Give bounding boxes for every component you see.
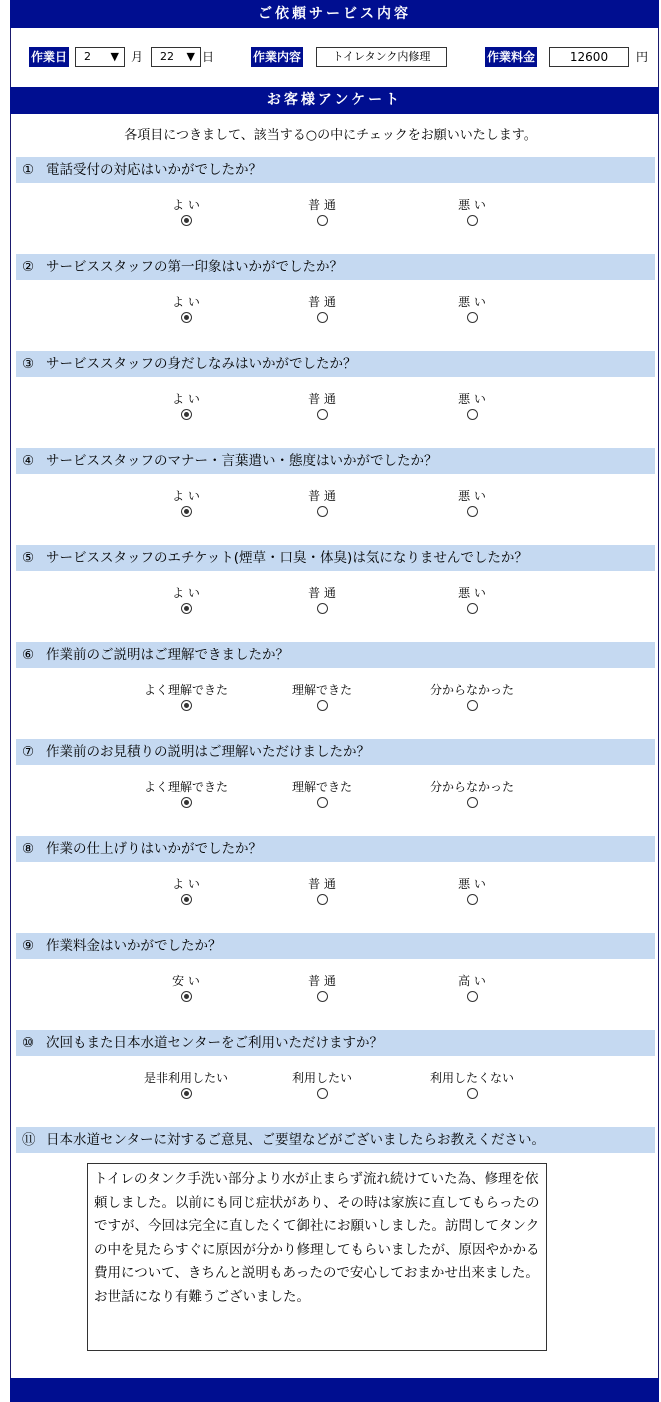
- answer-option-label: 悪 い: [458, 295, 486, 309]
- answer-option[interactable]: [262, 585, 382, 617]
- service-info-row: [0, 46, 661, 70]
- radio-button[interactable]: [467, 894, 478, 905]
- radio-button[interactable]: [181, 409, 192, 420]
- answer-option[interactable]: [126, 585, 246, 617]
- radio-button[interactable]: [181, 894, 192, 905]
- answer-option[interactable]: [126, 391, 246, 423]
- answer-option[interactable]: [412, 488, 532, 520]
- answer-option[interactable]: [412, 682, 532, 714]
- day-value: 22: [160, 50, 174, 63]
- work-fee-field[interactable]: 12600: [549, 47, 629, 67]
- answer-option-label: 利用したくない: [429, 1071, 514, 1085]
- question-2: [16, 254, 655, 280]
- answer-option[interactable]: [412, 197, 532, 229]
- answer-option[interactable]: [262, 391, 382, 423]
- survey-header: お客様アンケート: [10, 87, 659, 114]
- radio-button[interactable]: [181, 506, 192, 517]
- answer-option-label: よ い: [172, 392, 200, 406]
- radio-button[interactable]: [317, 215, 328, 226]
- radio-button[interactable]: [467, 991, 478, 1002]
- question-text: 日本水道センターに対するご意見、ご要望などがございましたらお教えください。: [46, 1132, 545, 1148]
- answer-option-label: よ い: [172, 877, 200, 891]
- answer-option-label: よく理解できた: [143, 780, 228, 794]
- radio-button[interactable]: [181, 603, 192, 614]
- question-number: ②: [22, 259, 35, 275]
- question-3: [16, 351, 655, 377]
- question-text: サービススタッフの身だしなみはいかがでしたか？: [46, 356, 357, 372]
- question-number: ⑩: [22, 1035, 35, 1051]
- work-content-field[interactable]: トイレタンク内修理: [316, 47, 447, 67]
- answer-option[interactable]: [126, 973, 246, 1005]
- answer-option-label: 普 通: [308, 392, 336, 406]
- question-text: 次回もまた日本水道センターをご利用いただけますか？: [46, 1035, 383, 1051]
- question-text: 電話受付の対応はいかがでしたか？: [46, 162, 262, 178]
- question-1: [16, 157, 655, 183]
- radio-button[interactable]: [317, 1088, 328, 1099]
- work-fee-label: 作業料金: [485, 47, 537, 67]
- answer-option-label: 普 通: [308, 586, 336, 600]
- answer-option[interactable]: [126, 682, 246, 714]
- radio-button[interactable]: [317, 700, 328, 711]
- month-value: 2: [84, 50, 91, 63]
- radio-button[interactable]: [317, 312, 328, 323]
- question-9: [16, 933, 655, 959]
- answer-option[interactable]: [126, 1070, 246, 1102]
- answer-option[interactable]: [126, 197, 246, 229]
- question-text: サービススタッフのマナー・言葉遣い・態度はいかがでしたか？: [46, 453, 438, 469]
- answer-option[interactable]: [126, 294, 246, 326]
- answer-option[interactable]: [412, 973, 532, 1005]
- answer-option-label: 普 通: [308, 877, 336, 891]
- answer-option-label: よ い: [172, 295, 200, 309]
- answer-option-label: 普 通: [308, 489, 336, 503]
- answer-option[interactable]: [412, 294, 532, 326]
- answer-option[interactable]: [262, 779, 382, 811]
- radio-button[interactable]: [317, 894, 328, 905]
- answer-option-label: 理解できた: [291, 780, 352, 794]
- answer-option-label: 普 通: [308, 198, 336, 212]
- radio-button[interactable]: [181, 797, 192, 808]
- answer-option[interactable]: [412, 876, 532, 908]
- answer-option[interactable]: [262, 294, 382, 326]
- radio-button[interactable]: [181, 215, 192, 226]
- question-10: [16, 1030, 655, 1056]
- answer-option[interactable]: [262, 488, 382, 520]
- question-number: ①: [22, 162, 35, 178]
- answer-option-label: 分からなかった: [429, 683, 514, 697]
- dropdown-arrow-icon: ▼: [186, 50, 195, 63]
- question-6: [16, 642, 655, 668]
- radio-button[interactable]: [467, 603, 478, 614]
- answer-option-label: 是非利用したい: [143, 1071, 228, 1085]
- question-text: 作業の仕上げりはいかがでしたか？: [46, 841, 262, 857]
- answer-option-label: よ い: [172, 198, 200, 212]
- question-text: サービススタッフのエチケット(煙草・口臭・体臭)は気になりませんでしたか？: [46, 550, 528, 566]
- question-7: [16, 739, 655, 765]
- question-number: ⑥: [22, 647, 35, 663]
- answer-option-label: 悪 い: [458, 198, 486, 212]
- question-4: [16, 448, 655, 474]
- answer-option-label: 利用したい: [291, 1071, 352, 1085]
- dropdown-arrow-icon: ▼: [110, 50, 119, 63]
- work-content-label: 作業内容: [251, 47, 303, 67]
- answer-option[interactable]: [412, 1070, 532, 1102]
- answer-option-label: よく理解できた: [143, 683, 228, 697]
- answer-option[interactable]: [262, 197, 382, 229]
- answer-option-label: 安 い: [172, 974, 200, 988]
- radio-button[interactable]: [467, 215, 478, 226]
- answer-option[interactable]: [126, 779, 246, 811]
- answer-option[interactable]: [262, 973, 382, 1005]
- day-unit: 日: [202, 50, 215, 64]
- answer-option[interactable]: [126, 876, 246, 908]
- question-text: 作業前のご説明はご理解できましたか？: [46, 647, 289, 663]
- question-5: [16, 545, 655, 571]
- answer-option[interactable]: [412, 585, 532, 617]
- answer-option[interactable]: [262, 1070, 382, 1102]
- answer-option-label: 分からなかった: [429, 780, 514, 794]
- radio-button[interactable]: [317, 797, 328, 808]
- radio-button[interactable]: [181, 700, 192, 711]
- question-11: [16, 1127, 655, 1153]
- radio-button[interactable]: [317, 603, 328, 614]
- day-select[interactable]: [151, 47, 201, 67]
- radio-button[interactable]: [467, 1088, 478, 1099]
- answer-option[interactable]: [262, 876, 382, 908]
- question-text: 作業料金はいかがでしたか？: [46, 938, 222, 954]
- answer-option-label: よ い: [172, 586, 200, 600]
- answer-option-label: 悪 い: [458, 877, 486, 891]
- question-number: ⑪: [22, 1132, 36, 1148]
- survey-instruction: 各項目につきまして、該当する○の中にチェックをお願いいたします。: [124, 128, 537, 143]
- question-number: ④: [22, 453, 35, 469]
- radio-button[interactable]: [181, 1088, 192, 1099]
- answer-option-label: 高 い: [458, 974, 486, 988]
- radio-button[interactable]: [467, 797, 478, 808]
- question-text: 作業前のお見積りの説明はご理解いただけましたか？: [46, 744, 370, 760]
- question-text: サービススタッフの第一印象はいかがでしたか？: [46, 259, 343, 275]
- month-select[interactable]: [75, 47, 125, 67]
- answer-option-label: 悪 い: [458, 392, 486, 406]
- radio-button[interactable]: [467, 700, 478, 711]
- answer-option-label: 悪 い: [458, 489, 486, 503]
- answer-option[interactable]: [262, 682, 382, 714]
- answer-option-label: 普 通: [308, 295, 336, 309]
- month-unit: 月: [131, 50, 144, 64]
- question-number: ⑦: [22, 744, 35, 760]
- footer-band: [10, 1378, 659, 1402]
- radio-button[interactable]: [317, 991, 328, 1002]
- service-header: ご依頼サービス内容: [10, 0, 659, 28]
- work-fee-unit: 円: [636, 50, 649, 64]
- question-number: ③: [22, 356, 35, 372]
- comment-textarea[interactable]: トイレのタンク手洗い部分より水が止まらず流れ続けていた為、修理を依頼しました。以前にも同じ症状があり、その時は家族に直してもらったのですが、今回は完全に直したくて御社にお願いしました。訪問してタンクの中を見たらすぐに原因が分かり修理してもらいましたが、原因やかかる費用について、きちんと説明もあったので安心しておまかせ出来ました。お世話になり有難うございました。: [87, 1163, 547, 1351]
- question-number: ⑧: [22, 841, 35, 857]
- work-date-label: 作業日: [29, 47, 69, 67]
- radio-button[interactable]: [467, 312, 478, 323]
- answer-option-label: 理解できた: [291, 683, 352, 697]
- radio-button[interactable]: [467, 506, 478, 517]
- answer-option[interactable]: [126, 488, 246, 520]
- question-number: ⑤: [22, 550, 35, 566]
- answer-option-label: 普 通: [308, 974, 336, 988]
- radio-button[interactable]: [181, 312, 192, 323]
- radio-button[interactable]: [317, 506, 328, 517]
- radio-button[interactable]: [181, 991, 192, 1002]
- answer-option[interactable]: [412, 391, 532, 423]
- radio-button[interactable]: [317, 409, 328, 420]
- question-8: [16, 836, 655, 862]
- radio-button[interactable]: [467, 409, 478, 420]
- answer-option[interactable]: [412, 779, 532, 811]
- question-number: ⑨: [22, 938, 35, 954]
- answer-option-label: 悪 い: [458, 586, 486, 600]
- answer-option-label: よ い: [172, 489, 200, 503]
